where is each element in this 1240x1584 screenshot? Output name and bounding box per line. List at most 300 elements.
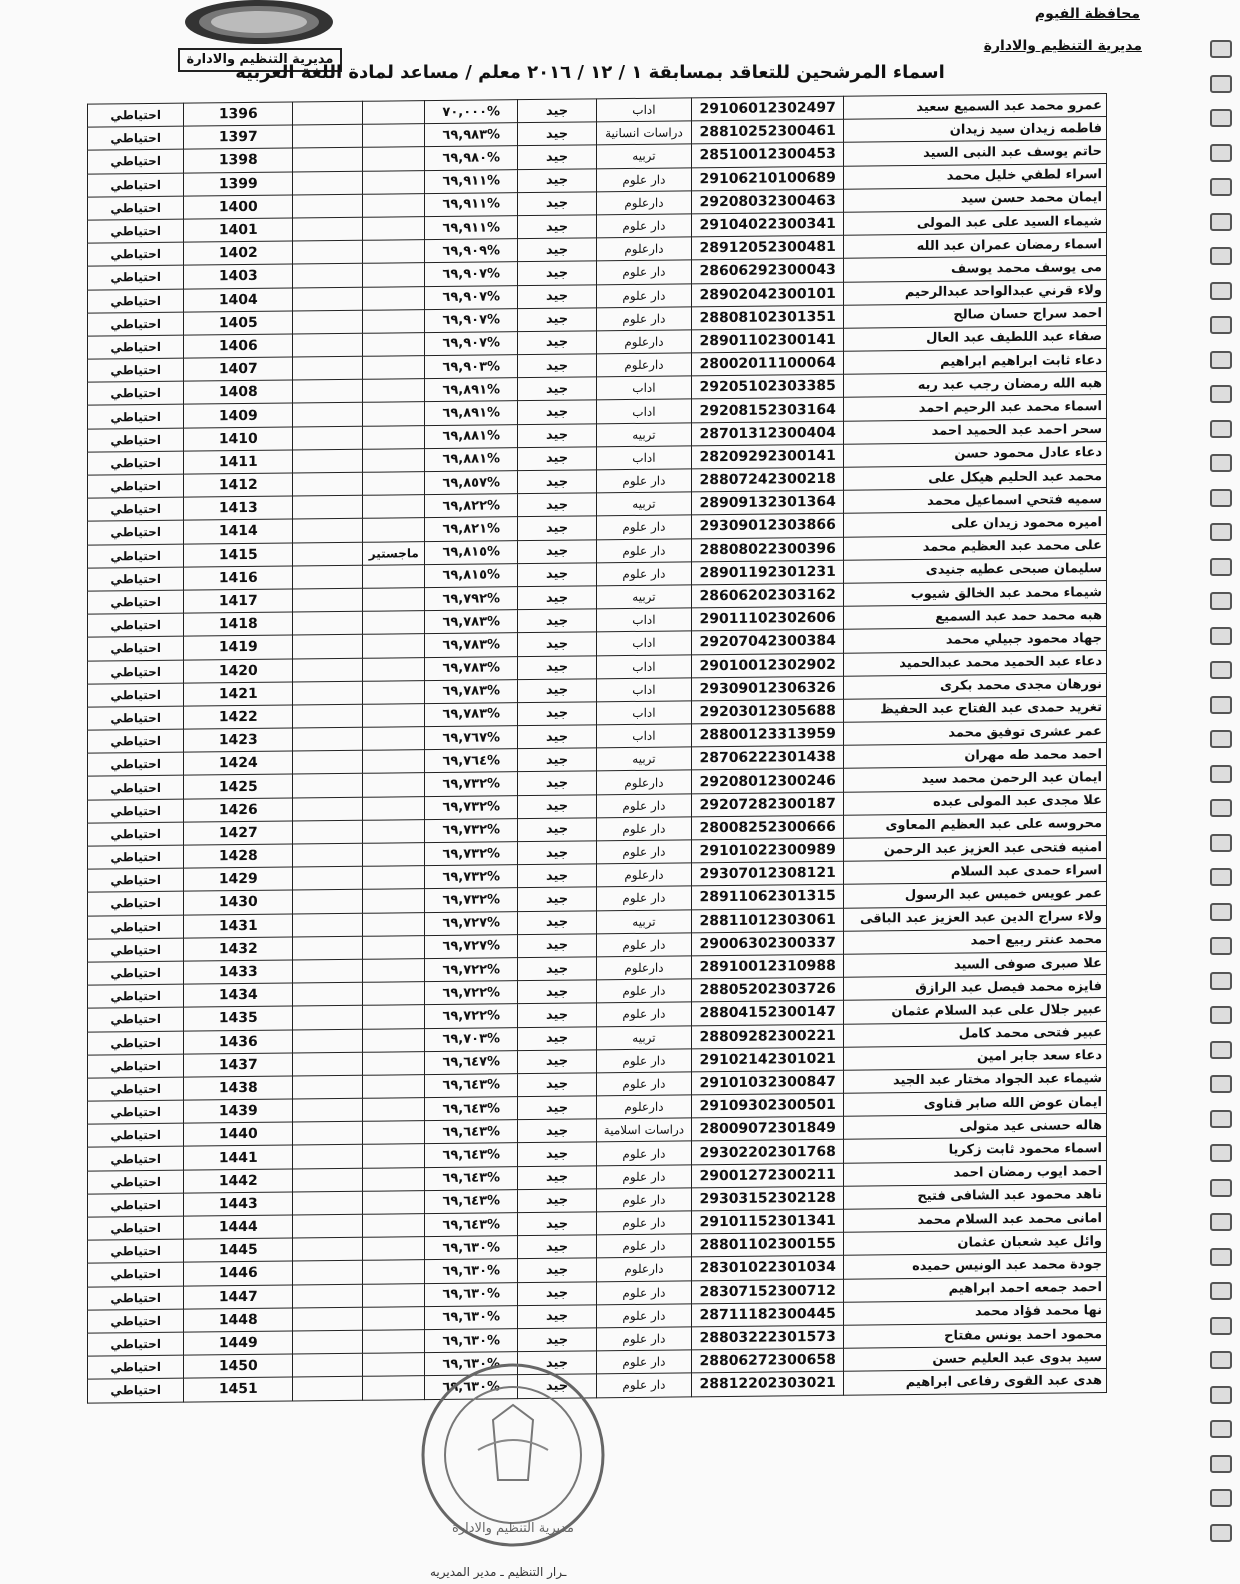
status: احتياطي [88,613,184,637]
serial-number: 1433 [184,960,293,984]
binder-hole [1210,1386,1232,1404]
postgrad-degree [363,634,425,658]
grade: جيد [518,400,597,424]
candidate-name: سميه فتحي اسماعيل محمد [844,488,1107,514]
national-id: 29104022300341 [692,212,844,237]
status: احتياطي [88,1193,184,1217]
serial-number: 1444 [184,1215,293,1239]
blank-cell [293,936,363,960]
faculty: تربيه [596,1025,691,1049]
binder-hole [1210,1075,1232,1093]
serial-number: 1438 [184,1076,293,1100]
status: احتياطي [88,683,184,707]
national-id: 29101032300847 [692,1070,844,1095]
blank-cell [293,449,363,473]
binder-hole [1210,1213,1232,1231]
blank-cell [293,217,363,241]
candidate-name: عمر عويس خميس عبد الرسول [844,882,1107,908]
candidate-name: علا صبرى صوفى السيد [844,951,1107,977]
blank-cell [293,1052,363,1076]
national-id: 28901192301231 [692,560,844,585]
percentage: %٦٩,٦٣٠ [425,1259,518,1283]
serial-number: 1398 [184,148,293,172]
national-id: 29010012302902 [692,653,844,678]
candidate-name: سيد بدوى عبد العليم حسن [844,1346,1107,1372]
national-id: 29208012300246 [692,769,844,794]
postgrad-degree [363,680,425,704]
status: احتياطي [88,1007,184,1031]
binder-hole [1210,1110,1232,1128]
percentage: %٦٩,٦٤٣ [425,1120,518,1144]
status: احتياطي [88,1031,184,1055]
grade: جيد [518,794,597,818]
national-id: 29203012305688 [692,699,844,724]
blank-cell [293,820,363,844]
serial-number: 1404 [184,288,293,312]
postgrad-degree [363,217,425,241]
postgrad-degree [363,889,425,913]
serial-number: 1420 [184,659,293,683]
national-id: 29307012308121 [692,861,844,886]
status: احتياطي [88,1170,184,1194]
candidate-name: فاطمه زيدان سيد زيدان [844,117,1107,143]
candidate-name: هبه الله رمضان رجب عبد ربه [844,372,1107,398]
blank-cell [293,1330,363,1354]
serial-number: 1443 [184,1192,293,1216]
binder-hole [1210,316,1232,334]
status: احتياطي [88,150,184,174]
binder-hole [1210,1489,1232,1507]
postgrad-degree [363,611,425,635]
serial-number: 1445 [184,1238,293,1262]
blank-cell [293,913,363,937]
percentage: %٦٩,٦٣٠ [425,1329,518,1353]
postgrad-degree [363,959,425,983]
serial-number: 1436 [184,1030,293,1054]
grade: جيد [518,1142,597,1166]
percentage: %٦٩,٧٣٢ [425,888,518,912]
candidate-name: عمرو محمد عبد السميع سعيد [844,94,1107,120]
candidate-name: اسراء لطفي خليل محمد [844,163,1107,189]
serial-number: 1410 [184,427,293,451]
blank-cell [293,426,363,450]
blank-cell [293,611,363,635]
faculty: دارعلوم [596,1095,691,1119]
serial-number: 1449 [184,1331,293,1355]
national-id: 29106210100689 [692,166,844,191]
serial-number: 1396 [184,102,293,126]
binder-hole [1210,868,1232,886]
faculty: دار علوم [596,1164,691,1188]
grade: جيد [518,1281,597,1305]
grade: جيد [518,679,597,703]
faculty: دراسات انسانية [596,121,691,145]
blank-cell [293,310,363,334]
national-id: 28711182300445 [692,1302,844,1327]
postgrad-degree [363,193,425,217]
blank-cell [293,472,363,496]
status: احتياطي [88,173,184,197]
binder-hole [1210,282,1232,300]
blank-cell [293,704,363,728]
percentage: %٦٩,٩١١ [425,216,518,240]
status: احتياطي [88,1216,184,1240]
faculty: دار علوم [596,1002,691,1026]
serial-number: 1431 [184,914,293,938]
national-id: 28812202303021 [692,1372,844,1397]
status: احتياطي [88,451,184,475]
faculty: اداب [596,446,691,470]
national-id: 28307152300712 [692,1279,844,1304]
blank-cell [293,588,363,612]
percentage: %٦٩,٦٤٣ [425,1166,518,1190]
percentage: %٦٩,٧٢٧ [425,911,518,935]
candidate-name: ناهد محمود عبد الشافى فتيح [844,1183,1107,1209]
postgrad-degree [363,1144,425,1168]
binder-spiral [1206,40,1232,1570]
grade: جيد [518,308,597,332]
postgrad-degree [363,912,425,936]
candidate-name: اسماء رمضان عمران عبد الله [844,233,1107,259]
serial-number: 1401 [184,218,293,242]
postgrad-degree [363,495,425,519]
percentage: %٦٩,٧٦٧ [425,726,518,750]
faculty: دار علوم [596,307,691,331]
grade: جيد [518,1258,597,1282]
grade: جيد [518,192,597,216]
serial-number: 1425 [184,774,293,798]
grade: جيد [518,702,597,726]
grade: جيد [518,1050,597,1074]
faculty: دار علوم [596,979,691,1003]
candidate-name: اسماء محمود ثابت زكريا [844,1137,1107,1163]
national-id: 29109302300501 [692,1093,844,1118]
percentage: %٧٠,٠٠٠ [425,100,518,124]
serial-number: 1402 [184,241,293,265]
binder-hole [1210,1317,1232,1335]
blank-cell [293,565,363,589]
national-id: 28800123313959 [692,722,844,747]
national-id: 28809282300221 [692,1024,844,1049]
status: احتياطي [88,405,184,429]
postgrad-degree [363,1190,425,1214]
serial-number: 1411 [184,450,293,474]
postgrad-degree [363,124,425,148]
candidate-name: اسماء محمد عبد الرحيم احمد [844,395,1107,421]
blank-cell [293,101,363,125]
status: احتياطي [88,265,184,289]
national-id: 29208152303164 [692,398,844,423]
percentage: %٦٩,٨٢٢ [425,494,518,518]
blank-cell [293,240,363,264]
national-id: 28811012303061 [692,908,844,933]
faculty: دارعلوم [596,770,691,794]
candidate-name: على محمد عبد العظيم محمد [844,534,1107,560]
status: احتياطي [88,961,184,985]
faculty: دارعلوم [596,353,691,377]
grade: جيد [518,748,597,772]
percentage: %٦٩,٦٣٠ [425,1236,518,1260]
postgrad-degree [363,286,425,310]
faculty: دار علوم [596,283,691,307]
grade: جيد [518,1026,597,1050]
faculty: دار علوم [596,1304,691,1328]
grade: جيد [518,539,597,563]
governorate-label: محافظة الفيوم [1034,6,1140,22]
candidate-name: احمد محمد طه مهران [844,743,1107,769]
national-id: 29101152301341 [692,1209,844,1234]
faculty: تربيه [596,585,691,609]
postgrad-degree [363,1167,425,1191]
seal-text: مديرية التنظيم والادارة [452,1521,574,1536]
serial-number: 1441 [184,1145,293,1169]
candidate-name: دعاء عبد الحميد محمد عبدالحميد [844,650,1107,676]
candidate-name: ولاء قرني عبدالواحد عبدالرحيم [844,279,1107,305]
faculty: تربيه [596,747,691,771]
candidate-name: عبير فتحى محمد كامل [844,1021,1107,1047]
candidate-name: فايزه محمد فيصل عبد الرازق [844,975,1107,1001]
blank-cell [293,124,363,148]
candidate-name: ايمان عوض الله صابر قناوى [844,1091,1107,1117]
faculty: دارعلوم [596,956,691,980]
binder-hole [1210,109,1232,127]
candidate-name: حاتم يوسف عبد النبى السيد [844,140,1107,166]
binder-hole [1210,489,1232,507]
faculty: دار علوم [596,469,691,493]
national-id: 28301022301034 [692,1256,844,1281]
postgrad-degree [363,564,425,588]
status: احتياطي [88,312,184,336]
status: احتياطي [88,103,184,127]
ministry-logo-icon [182,0,337,46]
serial-number: 1446 [184,1261,293,1285]
national-id: 28606202303162 [692,583,844,608]
postgrad-degree [363,727,425,751]
percentage: %٦٩,٨٩١ [425,401,518,425]
faculty: اداب [596,98,691,122]
faculty: دار علوم [596,214,691,238]
serial-number: 1403 [184,264,293,288]
status: احتياطي [88,219,184,243]
faculty: تربيه [596,422,691,446]
status: احتياطي [88,845,184,869]
postgrad-degree [363,263,425,287]
binder-hole [1210,247,1232,265]
postgrad-degree [363,1306,425,1330]
postgrad-degree [363,309,425,333]
candidate-name: ايمان محمد حسن سيد [844,186,1107,212]
status: احتياطي [88,1355,184,1379]
postgrad-degree [363,356,425,380]
candidate-name: شيماء السيد على عبد المولى [844,209,1107,235]
grade: جيد [518,1096,597,1120]
grade: جيد [518,563,597,587]
grade: جيد [518,1328,597,1352]
postgrad-degree [363,1283,425,1307]
postgrad-degree [363,866,425,890]
binder-hole [1210,420,1232,438]
faculty: دار علوم [596,886,691,910]
status: احتياطي [88,242,184,266]
status: احتياطي [88,1100,184,1124]
status: احتياطي [88,1147,184,1171]
candidate-name: جهاد محمود جبيلي محمد [844,627,1107,653]
national-id: 29309012303866 [692,514,844,539]
serial-number: 1439 [184,1099,293,1123]
faculty: دار علوم [596,1211,691,1235]
binder-hole [1210,799,1232,817]
binder-hole [1210,937,1232,955]
status: احتياطي [88,381,184,405]
candidate-name: عمر عشرى توفيق محمد [844,720,1107,746]
grade: جيد [518,423,597,447]
national-id: 28002011100064 [692,351,844,376]
national-id: 28810252300461 [692,119,844,144]
grade: جيد [518,261,597,285]
grade: جيد [518,470,597,494]
national-id: 29309012306326 [692,676,844,701]
blank-cell [293,1261,363,1285]
status: احتياطي [88,196,184,220]
grade: جيد [518,1189,597,1213]
percentage: %٦٩,٦٣٠ [425,1282,518,1306]
percentage: %٦٩,٧٨٣ [425,679,518,703]
candidate-name: هبه محمد حمد عبد السميع [844,604,1107,630]
faculty: اداب [596,678,691,702]
percentage: %٦٩,٧٣٢ [425,818,518,842]
percentage: %٦٩,٦٤٣ [425,1213,518,1237]
faculty: دار علوم [596,817,691,841]
blank-cell [293,1122,363,1146]
postgrad-degree [363,843,425,867]
faculty: دار علوم [596,562,691,586]
grade: جيد [518,980,597,1004]
percentage: %٦٩,٦٤٣ [425,1189,518,1213]
grade: جيد [518,1165,597,1189]
candidate-name: علا مجدى عبد المولى عبده [844,789,1107,815]
grade: جيد [518,609,597,633]
candidate-name: هاله حسنى عيد متولى [844,1114,1107,1140]
faculty: دار علوم [596,1234,691,1258]
binder-hole [1210,903,1232,921]
status: احتياطي [88,636,184,660]
binder-hole [1210,1006,1232,1024]
national-id: 28808022300396 [692,537,844,562]
candidates-table [87,93,1107,1403]
postgrad-degree [363,1028,425,1052]
postgrad-degree [363,1098,425,1122]
candidate-name: مى يوسف محمد يوسف [844,256,1107,282]
binder-hole [1210,144,1232,162]
blank-cell [293,1307,363,1331]
binder-hole [1210,558,1232,576]
blank-cell [293,890,363,914]
candidate-name: احمد ايوب رمضان احمد [844,1160,1107,1186]
status: احتياطي [88,289,184,313]
faculty: دار علوم [596,933,691,957]
percentage: %٦٩,٧٣٢ [425,842,518,866]
blank-cell [293,774,363,798]
status: احتياطي [88,1239,184,1263]
percentage: %٦٩,٨٨١ [425,447,518,471]
footer-signature: ـرار التنظيم ـ مدير المديريه [430,1565,567,1579]
status: احتياطي [88,567,184,591]
blank-cell [293,658,363,682]
candidate-name: وائل عيد شعبان عثمان [844,1230,1107,1256]
grade: جيد [518,1212,597,1236]
percentage: %٦٩,٦٤٧ [425,1050,518,1074]
serial-number: 1405 [184,311,293,335]
grade: جيد [518,818,597,842]
candidate-name: شيماء عبد الجواد مختار عبد الجيد [844,1067,1107,1093]
postgrad-degree [363,448,425,472]
grade: جيد [518,887,597,911]
grade: جيد [518,284,597,308]
blank-cell [293,843,363,867]
serial-number: 1416 [184,566,293,590]
binder-hole [1210,1524,1232,1542]
status: احتياطي [88,474,184,498]
status: احتياطي [88,1077,184,1101]
postgrad-degree [363,1353,425,1377]
status: احتياطي [88,868,184,892]
postgrad-degree [363,982,425,1006]
percentage: %٦٩,٦٣٠ [425,1305,518,1329]
postgrad-degree [363,1005,425,1029]
status: احتياطي [88,544,184,568]
binder-hole [1210,696,1232,714]
grade: جيد [518,122,597,146]
status: احتياطي [88,1123,184,1147]
national-id: 29102142301021 [692,1047,844,1072]
candidate-name: احمد سراج حسان صالح [844,302,1107,328]
blank-cell [293,356,363,380]
postgrad-degree [363,1051,425,1075]
national-id: 29303152302128 [692,1186,844,1211]
percentage: %٦٩,٧٨٣ [425,703,518,727]
candidate-name: سليمان صبحى عطيه جنيدى [844,557,1107,583]
faculty: دار علوم [596,1188,691,1212]
grade: جيد [518,215,597,239]
faculty: اداب [596,724,691,748]
status: احتياطي [88,1286,184,1310]
serial-number: 1450 [184,1354,293,1378]
blank-cell [293,1098,363,1122]
postgrad-degree: ماجستير [363,541,425,565]
serial-number: 1423 [184,728,293,752]
postgrad-degree [363,1260,425,1284]
faculty: اداب [596,631,691,655]
status: احتياطي [88,1054,184,1078]
status: احتياطي [88,126,184,150]
percentage: %٦٩,٩٠٧ [425,308,518,332]
faculty: دار علوم [596,538,691,562]
national-id: 29205102303385 [692,375,844,400]
serial-number: 1407 [184,357,293,381]
national-id: 28606292300043 [692,259,844,284]
serial-number: 1422 [184,705,293,729]
blank-cell [293,959,363,983]
postgrad-degree [363,101,425,125]
grade: جيد [518,1003,597,1027]
postgrad-degree [363,425,425,449]
blank-cell [293,1029,363,1053]
serial-number: 1412 [184,473,293,497]
binder-hole [1210,1282,1232,1300]
candidate-name: امنيه فتحى عبد العزيز عبد الرحمن [844,836,1107,862]
percentage: %٦٩,٨١٥ [425,540,518,564]
faculty: دار علوم [596,260,691,284]
